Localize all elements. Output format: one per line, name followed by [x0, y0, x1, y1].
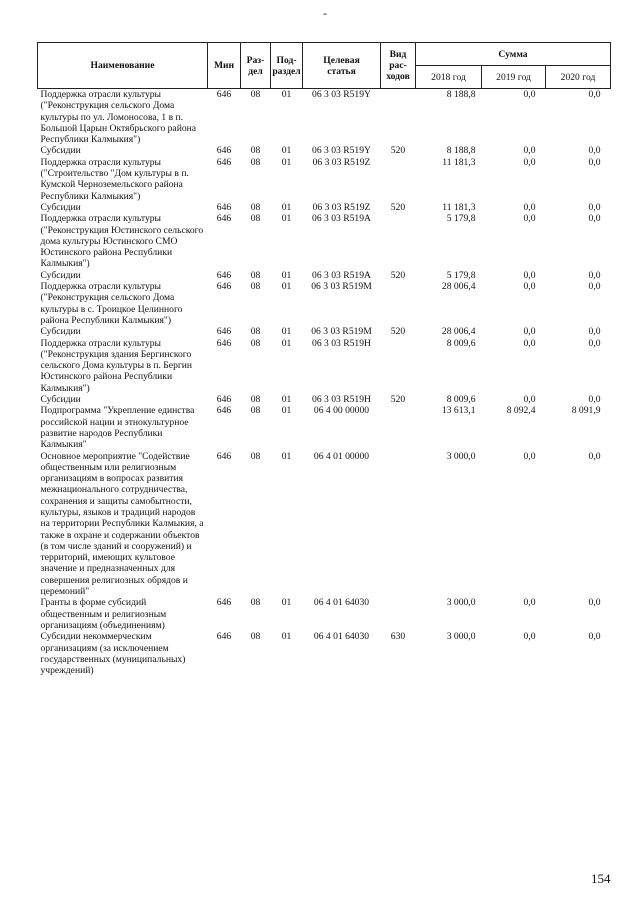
- header-vid: Вид рас- ходов: [381, 43, 416, 89]
- row-2019: 0,0: [523, 326, 536, 338]
- row-razdel: 08: [250, 597, 261, 609]
- row-podrazdel: 01: [281, 450, 292, 462]
- row-2019: 8 092,4: [506, 405, 536, 417]
- row-name: Субсидии некоммерческим организациям (за исключением государственных (муниципальных) учреждений): [40, 631, 186, 677]
- page-marker: -: [323, 6, 327, 20]
- row-razdel: 08: [250, 145, 261, 157]
- row-2018: 3 000,0: [446, 597, 476, 609]
- table-row: [38, 597, 611, 631]
- header-razdel: Раз- дел: [241, 43, 271, 89]
- row-target: 06 3 03 R519Y: [312, 89, 371, 100]
- row-min: 646: [216, 450, 232, 462]
- row-razdel: 08: [250, 326, 261, 338]
- row-2020: 0,0: [588, 145, 601, 157]
- row-min: 646: [216, 597, 232, 609]
- table-row: [38, 338, 611, 394]
- header-sum: Сумма: [416, 43, 611, 66]
- row-2019: 0,0: [523, 213, 536, 225]
- row-2019: 0,0: [523, 394, 536, 406]
- row-target: 06 3 03 R519H: [312, 394, 371, 406]
- row-podrazdel: 01: [281, 597, 292, 609]
- row-razdel: 08: [250, 631, 261, 643]
- row-2018: 28 006,4: [441, 326, 476, 338]
- row-2018: 3 000,0: [446, 450, 476, 462]
- row-podrazdel: 01: [281, 326, 292, 338]
- row-name: Поддержка отрасли культуры ("Строительство "Дом культуры в п. Кумской Черноземельского района Республики Калмыкия"): [40, 156, 189, 202]
- row-min: 646: [216, 281, 232, 293]
- row-vid: 520: [390, 269, 406, 281]
- row-razdel: 08: [250, 337, 261, 349]
- row-podrazdel: 01: [281, 631, 292, 643]
- row-razdel: 08: [250, 450, 261, 462]
- row-min: 646: [216, 145, 232, 157]
- row-target: 06 4 00 00000: [313, 405, 370, 417]
- row-2018: 5 179,8: [446, 269, 476, 281]
- row-razdel: 08: [250, 394, 261, 406]
- row-min: 646: [216, 326, 232, 338]
- row-podrazdel: 01: [281, 201, 292, 213]
- row-2018: 8 009,6: [446, 337, 476, 349]
- row-2018: 8 188,8: [446, 89, 476, 100]
- row-2019: 0,0: [523, 269, 536, 281]
- row-target: 06 3 03 R519A: [312, 269, 371, 281]
- row-2020: 0,0: [588, 201, 601, 213]
- row-min: 646: [216, 213, 232, 225]
- row-razdel: 08: [250, 405, 261, 417]
- row-2019: 0,0: [523, 201, 536, 213]
- row-2018: 8 009,6: [446, 394, 476, 406]
- row-min: 646: [216, 156, 232, 168]
- row-razdel: 08: [250, 269, 261, 281]
- row-podrazdel: 01: [281, 337, 292, 349]
- row-target: 06 3 03 R519Z: [312, 156, 371, 168]
- row-2018: 3 000,0: [446, 631, 476, 643]
- table-row: [38, 326, 611, 337]
- row-name: Субсидии: [40, 201, 81, 213]
- row-name: Поддержка отрасли культуры ("Реконструкция сельского Дома культуры в с. Троицкое Целинного района Республики Калмыкия"): [40, 281, 183, 326]
- row-2020: 0,0: [588, 213, 601, 225]
- row-vid: [381, 597, 416, 631]
- row-razdel: 08: [250, 213, 261, 225]
- header-2018: 2018 год: [416, 66, 482, 89]
- row-2020: 0,0: [588, 450, 601, 462]
- row-2019: 0,0: [523, 145, 536, 157]
- row-name: Гранты в форме субсидий общественным и религиозным организациям (объединениям): [40, 597, 167, 631]
- row-podrazdel: 01: [281, 156, 292, 168]
- row-name: Субсидии: [40, 326, 81, 338]
- row-2020: 0,0: [588, 337, 601, 349]
- row-2018: 11 181,3: [442, 156, 476, 168]
- row-name: Субсидии: [40, 269, 81, 281]
- row-2018: 11 181,3: [442, 201, 476, 213]
- row-vid: [381, 157, 416, 202]
- header-podrazdel: Под- раздел: [271, 43, 303, 89]
- row-2020: 0,0: [588, 281, 601, 293]
- row-2020: 0,0: [588, 631, 601, 643]
- row-min: 646: [216, 394, 232, 406]
- row-min: 646: [216, 631, 232, 643]
- budget-table: [37, 42, 611, 676]
- table-row: [38, 157, 611, 202]
- row-podrazdel: 01: [281, 213, 292, 225]
- row-target: 06 4 01 64030: [313, 597, 370, 609]
- row-target: 06 4 01 00000: [313, 450, 370, 462]
- row-razdel: 08: [250, 281, 261, 293]
- table-row: [38, 394, 611, 405]
- row-target: 06 3 03 R519M: [311, 326, 372, 338]
- row-name: Субсидии: [40, 145, 81, 157]
- row-vid: [381, 281, 416, 326]
- table-row: [38, 213, 611, 269]
- table-row: [38, 270, 611, 281]
- row-name: Поддержка отрасли культуры ("Реконструкция сельского Дома культуры по ул. Ломоносова, 1 в п. Большой Царын Октябрьского района Республики Калмыкия"): [40, 89, 197, 146]
- row-name: Субсидии: [40, 394, 81, 406]
- row-2019: 0,0: [523, 337, 536, 349]
- header-min: Мин: [208, 43, 241, 89]
- row-min: 646: [216, 405, 232, 417]
- row-2019: 0,0: [523, 89, 536, 100]
- row-2019: 0,0: [523, 450, 536, 462]
- row-razdel: 08: [250, 201, 261, 213]
- page-number: 154: [591, 871, 611, 886]
- row-2018: 28 006,4: [441, 281, 476, 293]
- row-vid: [381, 338, 416, 394]
- row-2019: 0,0: [523, 631, 536, 643]
- row-podrazdel: 01: [281, 269, 292, 281]
- table-row: [38, 145, 611, 156]
- row-2018: 5 179,8: [446, 213, 476, 225]
- row-2018: 8 188,8: [446, 145, 476, 157]
- row-2019: 0,0: [523, 281, 536, 293]
- header-name: Наименование: [38, 43, 208, 89]
- row-vid: [381, 89, 416, 146]
- row-min: 646: [216, 89, 232, 100]
- row-vid: 520: [390, 145, 406, 157]
- row-podrazdel: 01: [281, 145, 292, 157]
- table-row: [38, 202, 611, 213]
- row-podrazdel: 01: [281, 405, 292, 417]
- row-2019: 0,0: [523, 156, 536, 168]
- row-target: 06 3 03 R519Y: [312, 145, 371, 157]
- row-2019: 0,0: [523, 597, 536, 609]
- row-2020: 0,0: [588, 269, 601, 281]
- row-min: 646: [216, 201, 232, 213]
- row-podrazdel: 01: [281, 89, 292, 100]
- table-row: [38, 631, 611, 676]
- row-target: 06 3 03 R519M: [311, 281, 372, 293]
- row-target: 06 3 03 R519H: [312, 337, 371, 349]
- row-2018: 13 613,1: [441, 405, 476, 417]
- table-row: [38, 89, 611, 146]
- row-2020: 0,0: [588, 156, 601, 168]
- row-min: 646: [216, 269, 232, 281]
- row-vid: 520: [390, 326, 406, 338]
- row-2020: 0,0: [588, 394, 601, 406]
- row-2020: 0,0: [588, 89, 601, 100]
- row-2020: 0,0: [588, 326, 601, 338]
- header-2020: 2020 год: [546, 66, 611, 89]
- row-vid: [381, 451, 416, 598]
- row-razdel: 08: [250, 156, 261, 168]
- row-vid: 520: [390, 394, 406, 406]
- table-row: [38, 281, 611, 326]
- row-target: 06 4 01 64030: [313, 631, 370, 643]
- header-target: Целевая статья: [303, 43, 381, 89]
- row-min: 646: [216, 337, 232, 349]
- row-name: Подпрограмма "Укрепление единства российской нации и этнокультурное развитие народов Республики Калмыкия": [40, 405, 195, 451]
- row-target: 06 3 03 R519A: [312, 213, 371, 225]
- row-vid: [381, 405, 416, 450]
- row-vid: [381, 213, 416, 269]
- row-name: Поддержка отрасли культуры ("Реконструкция Юстинского сельского дома культуры Юстинского СМО Юстинского района Республики Калмыкия"): [40, 213, 204, 270]
- table-row: [38, 405, 611, 450]
- row-2020: 0,0: [588, 597, 601, 609]
- row-razdel: 08: [250, 89, 261, 100]
- table-row: [38, 451, 611, 598]
- row-vid: 520: [390, 201, 406, 213]
- row-target: 06 3 03 R519Z: [312, 201, 371, 213]
- row-vid: 630: [390, 631, 406, 643]
- table-body: [38, 89, 611, 677]
- row-name: Основное мероприятие "Содействие общественным или религиозным организациям в вопросах развития межнационального сотрудничества, сохранения и защиты самобытности, культуры, языков и традиций народов на территории Республики Калмыкия, а также в охране и содержании объектов (в том числе зданий и сооружений) и территорий, имеющих культовое значение и предназначенных для совершения религиозных обрядов и церемоний": [40, 450, 204, 598]
- row-podrazdel: 01: [281, 281, 292, 293]
- row-name: Поддержка отрасли культуры ("Реконструкция здания Бергинского сельского Дома культуры в п. Бергин Юстинского района Республики Калмыкия"): [40, 337, 193, 394]
- header-2019: 2019 год: [482, 66, 546, 89]
- row-2020: 8 091,9: [571, 405, 601, 417]
- row-podrazdel: 01: [281, 394, 292, 406]
